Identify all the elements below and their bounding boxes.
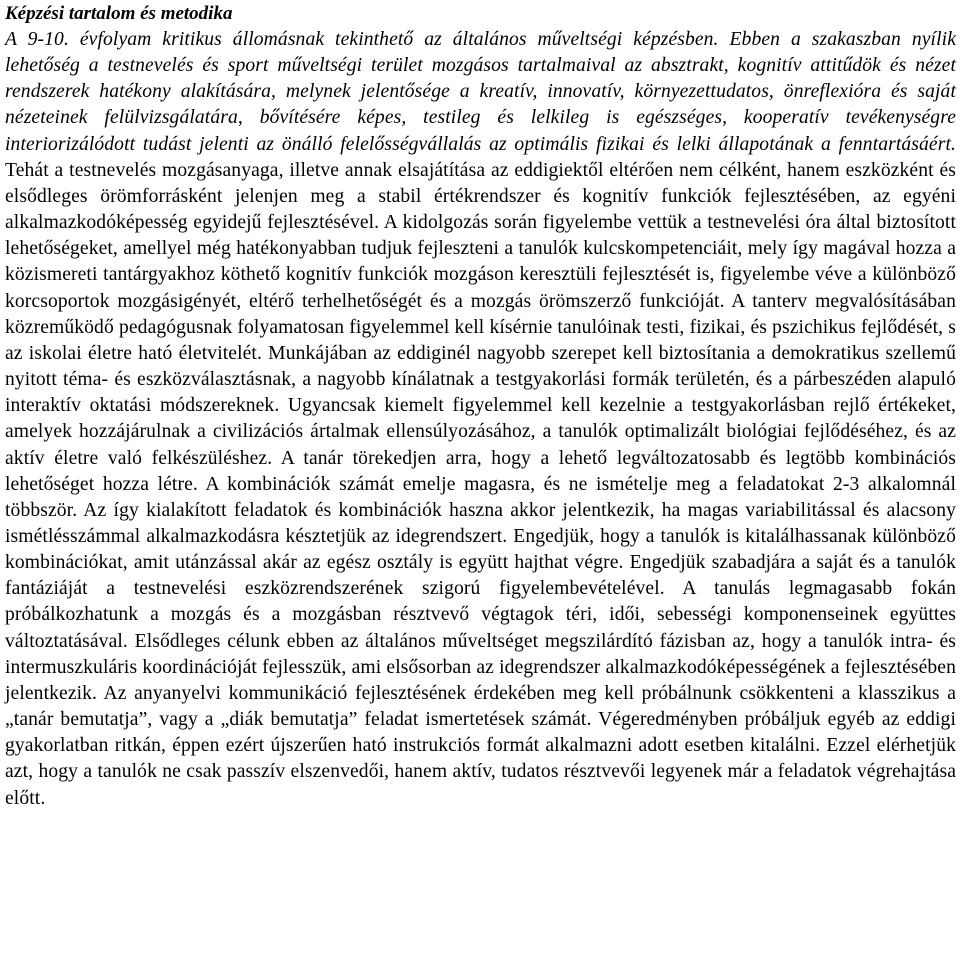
body-paragraph [5,27,956,812]
italic-text-segment: A 9-10. évfolyam kritikus állomásnak tekinthető az általános műveltségi képzésben. Ebben a szakaszban nyílik lehetőség a testnevelés és sport műveltségi terület mozgásos tartalmaival az absztrakt, kognitív attitűdök és nézet rendszerek hatékony alakítására, melynek jelentősége a kreatív, innovatív, környezettudatos, önreflexióra és saját nézeteinek felülvizsgálatára, bővítésére képes, testileg és lelkileg is egészséges, kooperatív tevékenységre interiorizálódott tudást jelenti az önálló felelősségvállalás az optimális fizikai és lelki állapotának a fenntartásáért. [5,29,956,155]
section-heading: Képzési tartalom és metodika [5,3,233,24]
plain-text-segment: Tehát a testnevelés mozgásanyaga, illetve annak elsajátítása az eddigiektől eltérően nem célként, hanem eszközként és elsődleges örömforrásként jelenjen meg a stabil értékrendszer és kognitív funkciók fejlesztésében, az egyéni alkalmazkodóképesség egyidejű fejlesztésével. A kidolgozás során figyelembe vettük a testnevelési óra által biztosított lehetőségeket, amellyel még hatékonyabban tudjuk fejleszteni a tanulók kulcskompetenciáit, mely így magával hozza a közismereti tantárgyakhoz köthető kognitív funkciók mozgáson keresztüli fejlesztését is, figyelembe véve a különböző korcsoportok mozgásigényét, eltérő terhelhetőségét és a mozgás örömszerző funkcióját. A tanterv megvalósításában közreműködő pedagógusnak folyamatosan figyelemmel kell kísérnie tanulóinak testi, fizikai, és pszichikus fejlődését, s az iskolai életre ható életvitelét. Munkájában az eddiginél nagyobb szerepet kell biztosítania a demokratikus szellemű nyitott téma- és eszközválasztásnak, a nagyobb kínálatnak a testgyakorlási formák területén, és a párbeszéden alapuló interaktív oktatási módszereknek. Ugyancsak kiemelt figyelemmel kell kezelnie a testgyakorlásban rejlő értékeket, amelyek hozzájárulnak a civilizációs ártalmak ellensúlyozásához, a tanulók optimalizált biológiai fejlődéséhez, és az aktív életre való felkészüléshez. A tanár törekedjen arra, hogy a lehető legváltozatosabb és legtöbb kombinációs lehetőséget hozza létre. A kombinációk számát emelje magasra, és ne ismételje meg a feladatokat 2-3 alkalomnál többször. Az így kialakított feladatok és kombinációk haszna akkor jelentkezik, ha magas variabilitással és alacsony ismétlésszámmal alkalmazkodásra késztetjük az idegrendszert. Engedjük, hogy a tanulók is kitalálhassanak különböző kombinációkat, amit utánzással akár az egész osztály is együtt hajthat végre. Engedjük szabadjára a saját és a tanulók fantáziáját a testnevelési eszközrendszerének szigorú figyelembevételével. A tanulás legmagasabb fokán próbálkozhatunk a mozgás és a mozgásban résztvevő végtagok téri, idői, sebességi komponenseinek együttes változtatásával. Elsődleges célunk ebben az általános műveltséget megszilárdító fázisban az, hogy a tanulók intra- és intermuszkuláris koordinációját fejlesszük, ami elsősorban az idegrendszer alkalmazkodóképességének a fejlesztésében jelentkezik. Az anyanyelvi kommunikáció fejlesztésének érdekében meg kell próbálnunk csökkenteni a klasszikus a „tanár bemutatja”, vagy a „diák bemutatja” feladat ismertetések számát. Végeredményben próbáljuk egyéb az eddigi gyakorlatban ritkán, éppen ezért újszerűen ható instrukciós formát alkalmazni adott esetben kitalálni. Ezzel elérhetjük azt, hogy a tanulók ne csak passzív elszenvedői, hanem aktív, tudatos résztvevői legyenek már a feladatok végrehajtása előtt. [5,159,956,809]
